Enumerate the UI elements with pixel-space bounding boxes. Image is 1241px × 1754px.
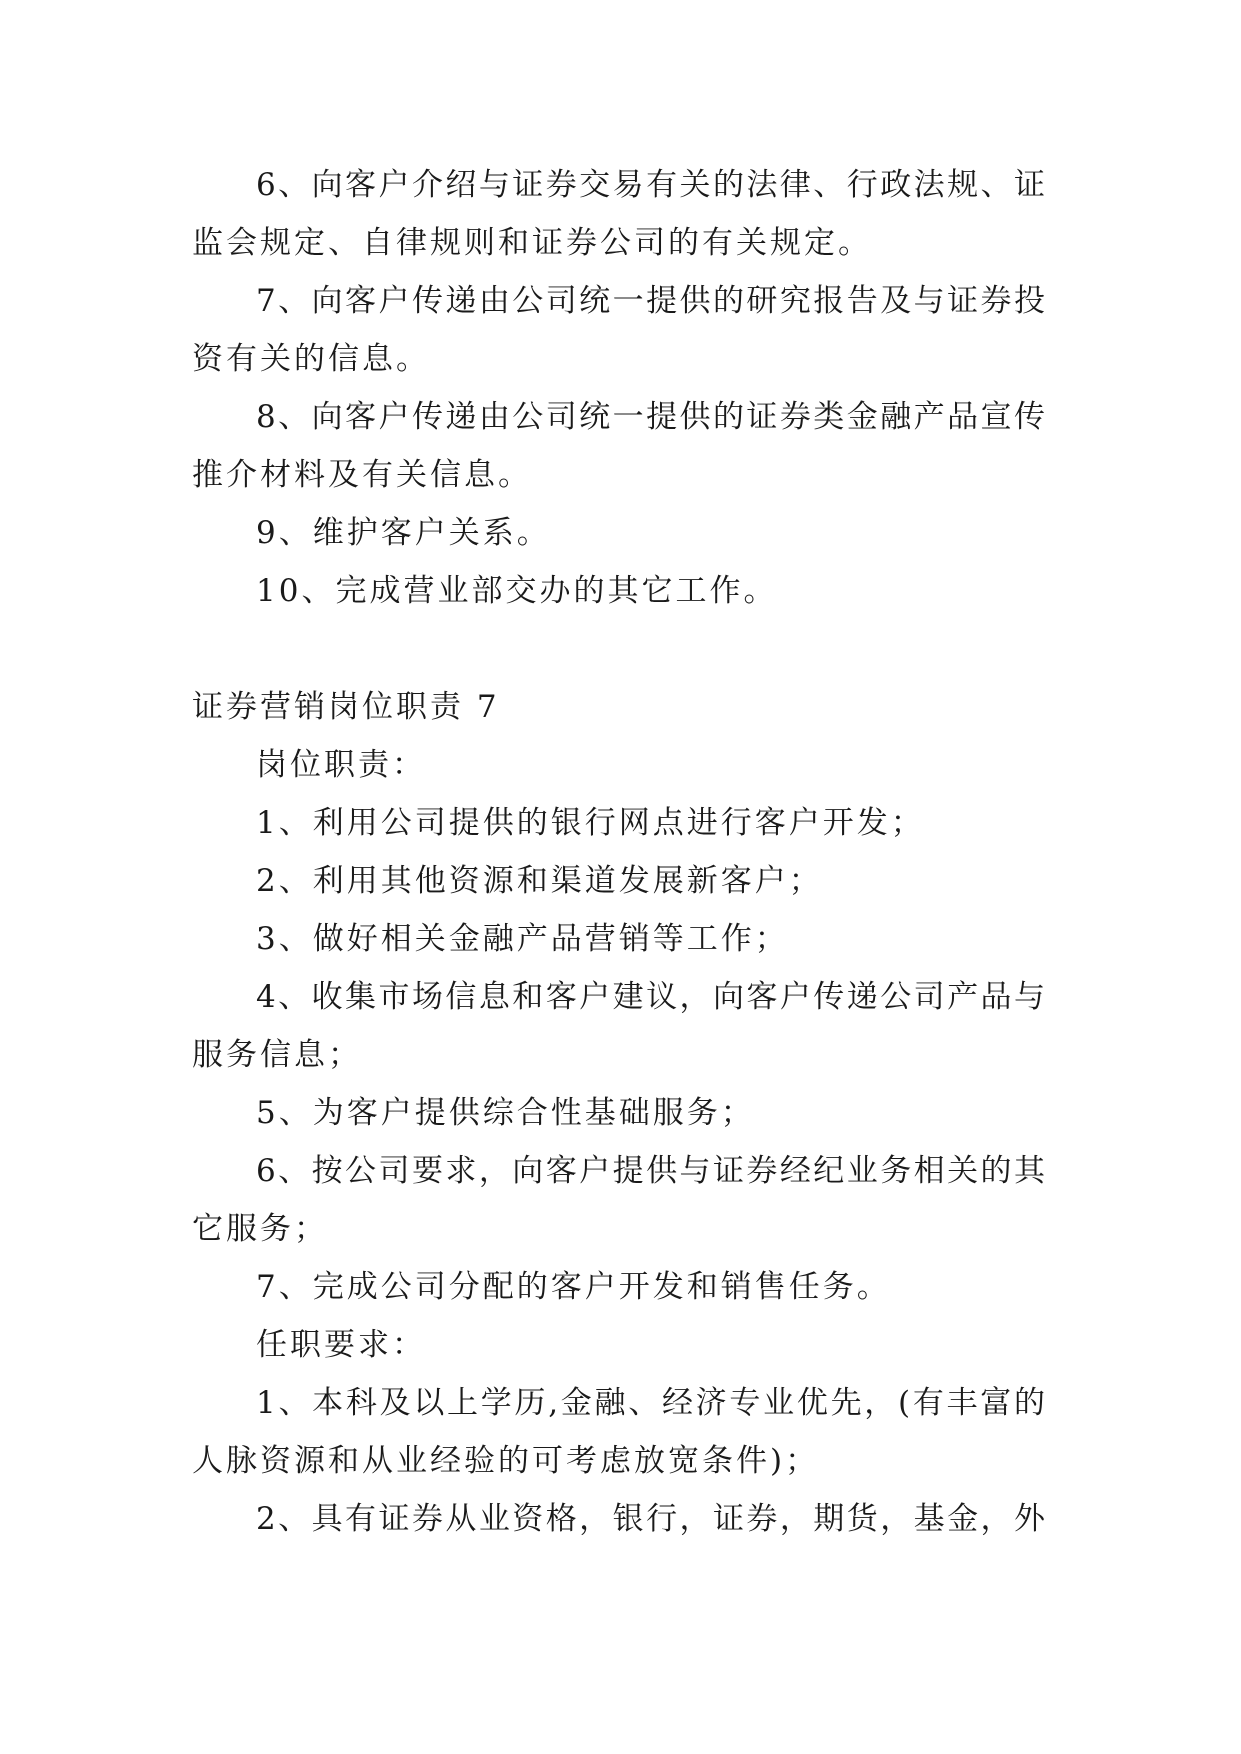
paragraph-line: 4、收集市场信息和客户建议，向客户传递公司产品与: [256, 979, 1045, 1015]
paragraph-line: 5、为客户提供综合性基础服务；: [256, 1095, 755, 1131]
paragraph-line: 10、完成营业部交办的其它工作。: [256, 573, 778, 609]
paragraph-line: 2、利用其他资源和渠道发展新客户；: [256, 863, 823, 899]
paragraph-line: 2、具有证券从业资格，银行，证券，期货，基金，外: [256, 1501, 1045, 1537]
paragraph-line: 9、维护客户关系。: [256, 515, 551, 551]
subheading: 岗位职责：: [256, 747, 426, 783]
paragraph-line: 监会规定、自律规则和证券公司的有关规定。: [192, 225, 872, 261]
paragraph-line: 7、完成公司分配的客户开发和销售任务。: [256, 1269, 891, 1305]
paragraph-line: 资有关的信息。: [192, 341, 430, 377]
paragraph-line: 人脉资源和从业经验的可考虑放宽条件)；: [192, 1443, 820, 1479]
paragraph-line: 1、本科及以上学历,金融、经济专业优先，(有丰富的: [256, 1385, 1045, 1421]
subheading: 任职要求：: [256, 1327, 426, 1363]
section-title: 证券营销岗位职责 7: [192, 689, 500, 725]
paragraph-line: 6、向客户介绍与证券交易有关的法律、行政法规、证: [256, 167, 1045, 203]
paragraph-line: 推介材料及有关信息。: [192, 457, 532, 493]
paragraph-line: 7、向客户传递由公司统一提供的研究报告及与证券投: [256, 283, 1045, 319]
paragraph-line: 3、做好相关金融产品营销等工作；: [256, 921, 789, 957]
paragraph-line: 1、利用公司提供的银行网点进行客户开发；: [256, 805, 925, 841]
paragraph-line: 服务信息；: [192, 1037, 362, 1073]
paragraph-line: 6、按公司要求，向客户提供与证券经纪业务相关的其: [256, 1153, 1045, 1189]
paragraph-line: 它服务；: [192, 1211, 328, 1247]
paragraph-line: 8、向客户传递由公司统一提供的证券类金融产品宣传: [256, 399, 1045, 435]
